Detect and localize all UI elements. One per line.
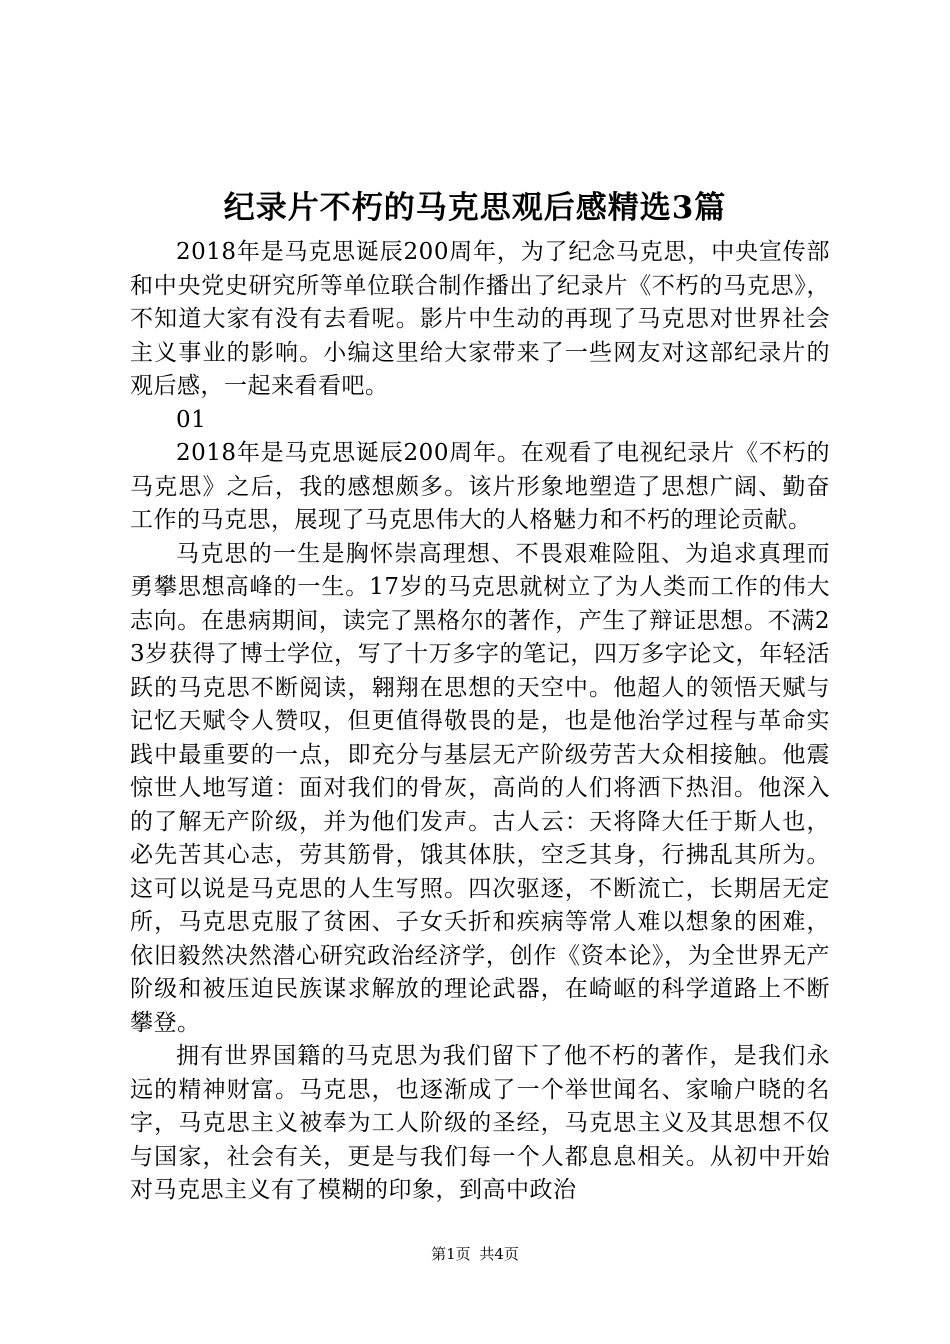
body-paragraph: 2018年是马克思诞辰200周年。在观看了电视纪录片《不朽的马克思》之后，我的感想颇多。该片形象地塑造了思想广阔、勤奋工作的马克思，展现了马克思伟大的人格魅力和不朽的理论贡献。 (130, 440, 830, 533)
page-total: 共4页 (479, 1245, 519, 1263)
page-footer (0, 1244, 950, 1264)
section-number: 01 (176, 406, 207, 433)
document-title: 纪录片不朽的马克思观后感精选3篇 (223, 190, 727, 226)
page-number: 第1页 (431, 1245, 471, 1263)
body-paragraph: 拥有世界国籍的马克思为我们留下了他不朽的著作，是我们永远的精神财富。马克思，也逐渐成了一个举世闻名、家喻户晓的名字，马克思主义被奉为工人阶级的圣经，马克思主义及其思想不仅与国家，社会有关，更是与我们每一个人都息息相关。从初中开始对马克思主义有了模糊的印象，到高中政治 (130, 1043, 830, 1203)
body-paragraph: 马克思的一生是胸怀崇高理想、不畏艰难险阻、为追求真理而勇攀思想高峰的一生。17岁的马克思就树立了为人类而工作的伟大志向。在患病期间，读完了黑格尔的著作，产生了辩证思想。不满23岁获得了博士学位，写了十万多字的笔记，四万多字论文，年轻活跃的马克思不断阅读，翱翔在思想的天空中。他超人的领悟天赋与记忆天赋令人赞叹，但更值得敬畏的是，也是他治学过程与革命实践中最重要的一点，即充分与基层无产阶级劳苦大众相接触。他震惊世人地写道：面对我们的骨灰，高尚的人们将洒下热泪。他深入的了解无产阶级，并为他们发声。古人云：天将降大任于斯人也，必先苦其心志，劳其筋骨，饿其体肤，空乏其身，行拂乱其所为。这可以说是马克思的人生写照。四次驱逐，不断流亡，长期居无定所，马克思克服了贫困、子女夭折和疾病等常人难以想象的困难，依旧毅然决然潜心研究政治经济学，创作《资本论》，为全世界无产阶级和被压迫民族谋求解放的理论武器，在崎岖的科学道路上不断攀登。 (130, 540, 830, 1036)
document-body (130, 236, 830, 1208)
intro-paragraph: 2018年是马克思诞辰200周年，为了纪念马克思，中央宣传部和中央党史研究所等单位联合制作播出了纪录片《不朽的马克思》，不知道大家有没有去看呢。影片中生动的再现了马克思对世界社会主义事业的影响。小编这里给大家带来了一些网友对这部纪录片的观后感，一起来看看吧。 (130, 239, 830, 399)
